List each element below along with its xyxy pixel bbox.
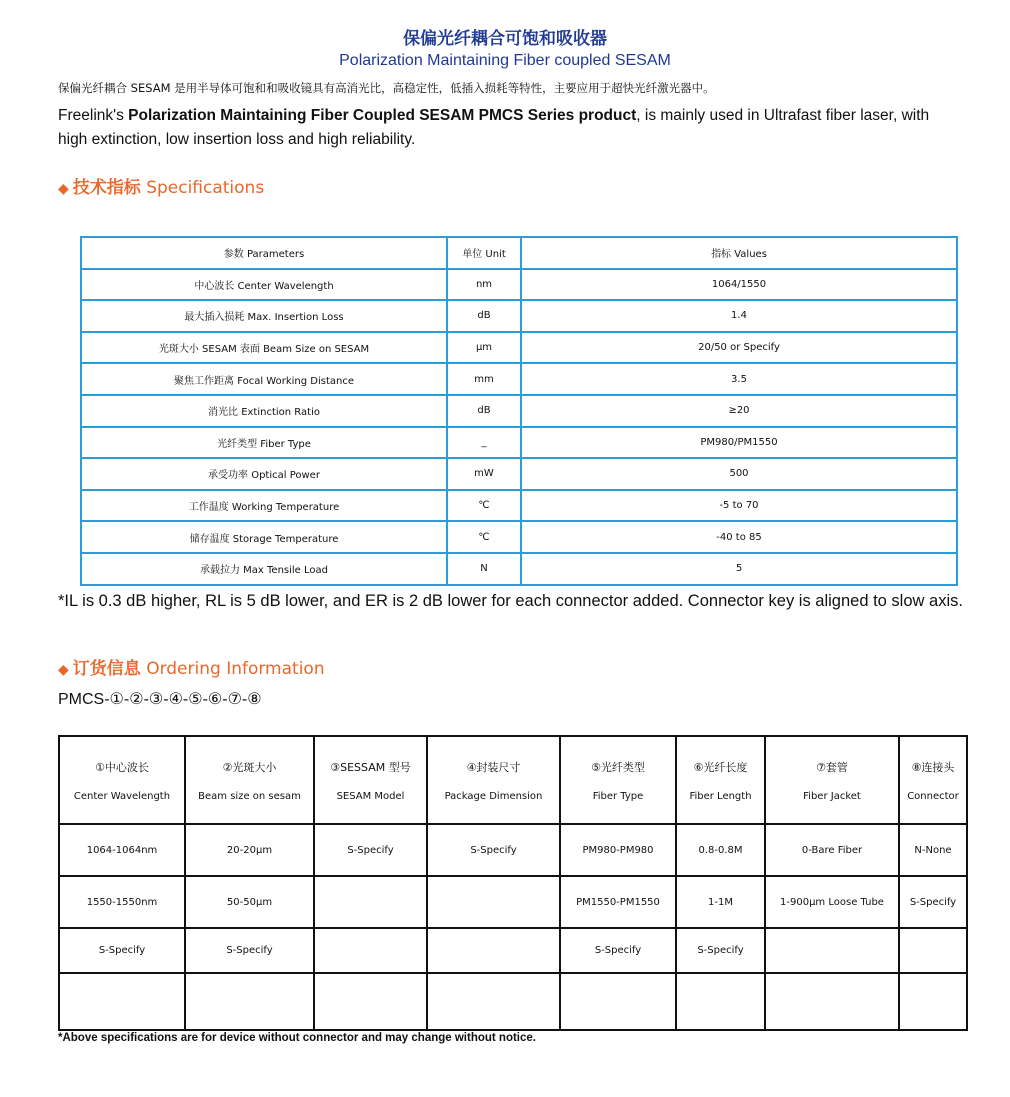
ordering-cell: S-Specify — [314, 824, 427, 876]
spec-value: ≥20 — [521, 395, 957, 427]
spec-unit: N — [447, 553, 521, 585]
ordering-cell: S-Specify — [185, 928, 314, 973]
spec-unit: ℃ — [447, 521, 521, 553]
table-row — [59, 876, 967, 928]
ordering-header-cn: ③SESSAM 型号 — [330, 760, 411, 774]
table-row — [81, 363, 957, 395]
ordering-cell: 0.8-0.8M — [676, 824, 765, 876]
intro-en-product: Polarization Maintaining Fiber Coupled SESAM PMCS Series product — [128, 107, 637, 124]
ordering-header-en: Fiber Length — [689, 790, 752, 802]
spec-unit: mm — [447, 363, 521, 395]
spec-value: 3.5 — [521, 363, 957, 395]
spec-value: 1064/1550 — [521, 269, 957, 301]
spec-unit: ℃ — [447, 490, 521, 522]
ordering-cell: S-Specify — [427, 824, 560, 876]
ordering-header-cn: ④封装尺寸 — [466, 760, 521, 774]
table-row — [59, 973, 967, 1030]
ordering-cell: 1064-1064nm — [59, 824, 185, 876]
ordering-cell: S-Specify — [560, 928, 676, 973]
ordering-cell: N-None — [899, 824, 967, 876]
spec-parameter: 消光比 Extinction Ratio — [81, 395, 447, 427]
spec-unit: nm — [447, 269, 521, 301]
ordering-header-en: SESAM Model — [336, 790, 405, 802]
spec-parameter: 承受功率 Optical Power — [81, 458, 447, 490]
ordering-column-header — [899, 736, 967, 824]
intro-cn: 保偏光纤耦合 SESAM 是用半导体可饱和和吸收镜具有高消光比，高稳定性，低插入损耗等特性，主要应用于超快光纤激光器中。 — [58, 81, 715, 95]
ordering-column-header — [59, 736, 185, 824]
table-row — [81, 521, 957, 553]
ordering-cell — [427, 876, 560, 928]
ordering-cell: 20-20μm — [185, 824, 314, 876]
ordering-cell: S-Specify — [676, 928, 765, 973]
ordering-heading — [58, 654, 325, 679]
page-title-en: Polarization Maintaining Fiber coupled SESAM — [339, 52, 671, 69]
ordering-header-en: Fiber Type — [592, 790, 644, 802]
spec-unit: μm — [447, 332, 521, 364]
ordering-cell — [765, 973, 899, 1030]
ordering-cell: 50-50μm — [185, 876, 314, 928]
spec-parameter: 光纤类型 Fiber Type — [81, 427, 447, 459]
intro-en-suffix: , is mainly used in Ultrafast fiber laser, with high extinction, low insertion loss and high reliability. — [58, 107, 930, 148]
spec-unit: _ — [447, 427, 521, 459]
ordering-column-header — [676, 736, 765, 824]
ordering-cell: 0-Bare Fiber — [765, 824, 899, 876]
spec-unit: dB — [447, 300, 521, 332]
spec-parameter: 承载拉力 Max Tensile Load — [81, 553, 447, 585]
table-row — [81, 490, 957, 522]
ordering-heading-en: Ordering Information — [146, 659, 325, 679]
spec-unit: dB — [447, 395, 521, 427]
spec-column-header: 参数 Parameters — [81, 237, 447, 269]
ordering-cell: S-Specify — [899, 876, 967, 928]
ordering-cell: 1550-1550nm — [59, 876, 185, 928]
ordering-column-header — [185, 736, 314, 824]
spec-value: 500 — [521, 458, 957, 490]
ordering-cell — [899, 928, 967, 973]
spec-parameter: 光斑大小 SESAM 表面 Beam Size on SESAM — [81, 332, 447, 364]
spec-parameter: 储存温度 Storage Temperature — [81, 521, 447, 553]
connector-note: *IL is 0.3 dB higher, RL is 5 dB lower, and ER is 2 dB lower for each connector added. Connector key is aligned to slow axis. — [58, 592, 963, 610]
spec-value: 20/50 or Specify — [521, 332, 957, 364]
ordering-header-cn: ⑤光纤类型 — [591, 760, 645, 774]
spec-parameter: 最大插入损耗 Max. Insertion Loss — [81, 300, 447, 332]
table-row — [81, 269, 957, 301]
ordering-cell: PM980-PM980 — [560, 824, 676, 876]
intro-en — [58, 104, 958, 152]
table-row — [81, 332, 957, 364]
ordering-code: PMCS-①-②-③-④-⑤-⑥-⑦-⑧ — [58, 691, 262, 708]
ordering-cell — [676, 973, 765, 1030]
diamond-icon: ◆ — [58, 662, 69, 678]
ordering-table — [58, 735, 968, 1031]
table-row — [59, 824, 967, 876]
spec-unit: mW — [447, 458, 521, 490]
ordering-header-en: Connector — [907, 790, 959, 802]
ordering-cell — [899, 973, 967, 1030]
table-row — [81, 427, 957, 459]
spec-column-header: 指标 Values — [521, 237, 957, 269]
ordering-header-cn: ⑥光纤长度 — [693, 760, 748, 774]
ordering-heading-cn: 订货信息 — [72, 659, 141, 679]
spec-parameter: 工作温度 Working Temperature — [81, 490, 447, 522]
page-title-cn: 保偏光纤耦合可饱和吸收器 — [403, 29, 607, 49]
spec-value: 1.4 — [521, 300, 957, 332]
ordering-column-header — [560, 736, 676, 824]
ordering-cell — [59, 973, 185, 1030]
ordering-header-row — [59, 736, 967, 824]
ordering-cell — [560, 973, 676, 1030]
ordering-header-en: Package Dimension — [444, 790, 543, 802]
ordering-column-header — [314, 736, 427, 824]
ordering-cell: S-Specify — [59, 928, 185, 973]
specifications-table — [80, 236, 958, 586]
ordering-header-en: Beam size on sesam — [198, 790, 301, 802]
ordering-header-cn: ②光斑大小 — [222, 760, 277, 774]
spec-value: -40 to 85 — [521, 521, 957, 553]
specifications-heading — [58, 173, 264, 198]
table-row — [81, 458, 957, 490]
intro-en-prefix: Freelink's — [58, 107, 129, 124]
ordering-cell — [765, 928, 899, 973]
diamond-icon: ◆ — [58, 181, 69, 197]
ordering-cell: PM1550-PM1550 — [560, 876, 676, 928]
ordering-header-en: Center Wavelength — [73, 790, 171, 802]
spec-value: -5 to 70 — [521, 490, 957, 522]
table-row — [81, 553, 957, 585]
ordering-cell — [314, 876, 427, 928]
ordering-column-header — [427, 736, 560, 824]
specifications-heading-cn: 技术指标 — [72, 178, 141, 198]
ordering-cell — [314, 973, 427, 1030]
ordering-cell — [427, 973, 560, 1030]
ordering-header-cn: ①中心波长 — [95, 760, 149, 774]
ordering-header-cn: ⑦套管 — [816, 760, 848, 774]
footer-note: *Above specifications are for device without connector and may change without notice. — [58, 1032, 536, 1044]
ordering-header-cn: ⑧连接头 — [911, 760, 955, 774]
spec-column-header: 单位 Unit — [447, 237, 521, 269]
ordering-column-header — [765, 736, 899, 824]
ordering-header-en: Fiber Jacket — [803, 790, 861, 802]
table-row — [81, 300, 957, 332]
spec-header-row — [81, 237, 957, 269]
ordering-cell — [185, 973, 314, 1030]
spec-parameter: 聚焦工作距离 Focal Working Distance — [81, 363, 447, 395]
ordering-cell: 1-900μm Loose Tube — [765, 876, 899, 928]
ordering-cell — [314, 928, 427, 973]
table-row — [81, 395, 957, 427]
specifications-heading-en: Specifications — [146, 178, 265, 198]
spec-parameter: 中心波长 Center Wavelength — [81, 269, 447, 301]
spec-value: 5 — [521, 553, 957, 585]
spec-value: PM980/PM1550 — [521, 427, 957, 459]
table-row — [59, 928, 967, 973]
ordering-cell: 1-1M — [676, 876, 765, 928]
ordering-cell — [427, 928, 560, 973]
